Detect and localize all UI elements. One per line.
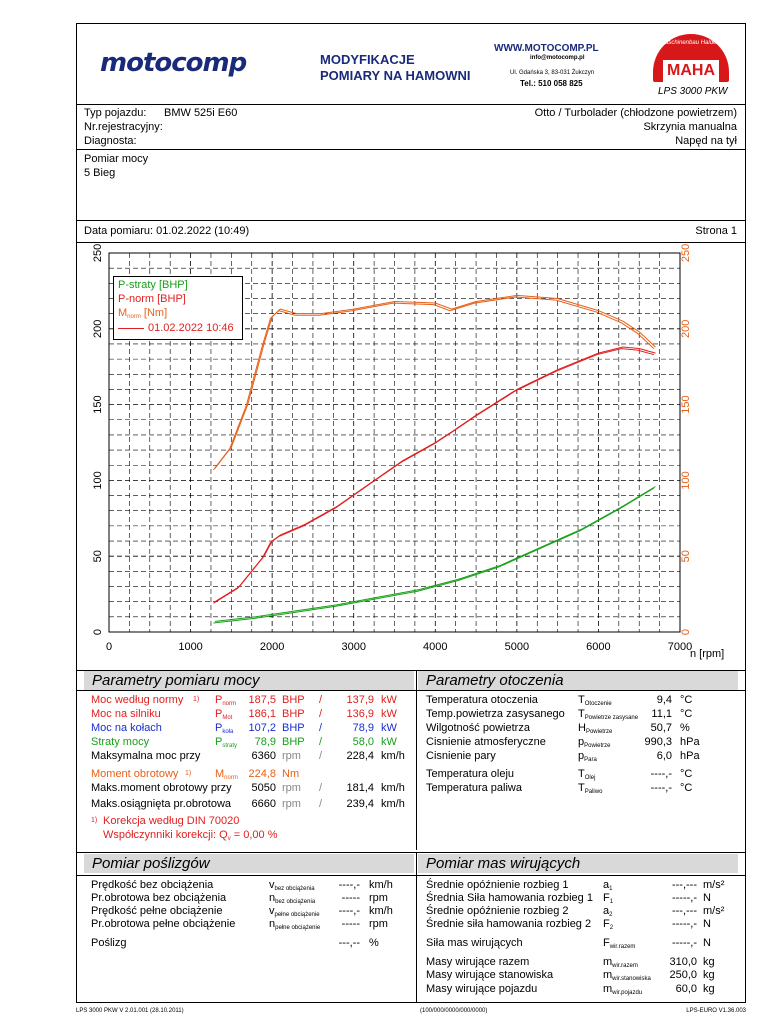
x-tick-label: 5000 [504,641,530,653]
slip-symbol: $v_{pełne obciążenie}$ [269,905,320,918]
inertia-value: -----,- [671,892,697,904]
inertia-unit: kg [703,983,715,995]
x-tick-label: 4000 [423,641,448,653]
divider [416,852,417,1002]
legend-m-norm: $M_{norm}$ [Nm] [118,307,168,320]
power-param-symbol: $P_{koła}$ [215,722,234,735]
power-param-value1: 186,1 [248,708,276,720]
ambient-param-value: 990,3 [644,736,672,748]
ambient-param-symbol: $p_{Powietrze}$ [578,736,611,749]
power-param-value2: 137,9 [346,694,374,706]
x-tick-label: 3000 [341,641,366,653]
measurement-date: Data pomiaru: 01.02.2022 (10:49) [84,225,250,237]
ambient-param-unit: hPa [680,736,700,748]
ambient-param-value: 6,0 [656,750,672,762]
legend-p-norm: P-norm [BHP] [118,293,186,305]
ambient-param-label: Wilgotność powietrza [426,722,530,734]
section-slip: Pomiar poślizgów [84,854,414,873]
vehicle-gearbox: Skrzynia manualna [643,121,737,133]
page-number: Strona 1 [695,225,737,237]
section-power-params: Parametry pomiaru mocy [84,671,414,690]
divider [76,875,746,876]
section-ambient-params: Parametry otoczenia [418,671,738,690]
slip-value: ----,- [338,879,360,891]
power-param-value2: 228,4 [346,750,374,762]
inertia-unit: N [703,937,711,949]
power-param-unit1: BHP [282,736,305,748]
ambient-param-value: ----,- [650,782,672,794]
inertia-value: -----,- [671,937,697,949]
ambient-param-label: Cisnienie pary [426,750,496,762]
slip-unit: km/h [369,905,393,917]
inertia-label: Średnie siła hamowania rozbieg 2 [426,918,592,930]
power-param-value2: 239,4 [346,798,374,810]
y-tick-label-left: 0 [92,628,104,636]
power-param-unit2: kW [381,708,397,720]
ambient-param-label: Temperatura otoczenia [426,694,538,706]
footnote-mark: 1) [91,817,98,824]
inertia-unit: N [703,918,711,930]
x-tick-label: 1000 [178,641,203,653]
power-param-label: Straty mocy [91,736,150,748]
inertia-label: Masy wirujące razem [426,956,530,968]
y-tick-label-right: 250 [680,243,692,263]
header-email: info@motocomp.pl [530,55,585,61]
power-param-label: Maksymalna moc przy [91,750,201,762]
slip-unit: rpm [369,892,388,904]
slip-value: ----,- [338,905,360,917]
y-tick-label-left: 200 [92,319,104,338]
section-inertia: Pomiar mas wirujących [418,854,738,873]
inertia-symbol: $m_{wir.stanowiska}$ [603,969,651,982]
power-param-unit2: kW [381,694,397,706]
power-param-value1: 78,9 [254,736,276,748]
power-param-separator: / [319,736,323,748]
power-param-unit1: BHP [282,694,305,706]
power-param-label: Moment obrotowy [91,768,179,780]
ambient-param-symbol: $H_{Powietrze}$ [578,722,613,735]
inertia-unit: kg [703,969,715,981]
legend-p-straty: P-straty [BHP] [118,279,188,291]
slip-unit: rpm [369,918,388,930]
power-param-footnote: 1) [193,696,200,703]
ambient-param-value: 50,7 [650,722,672,734]
power-param-separator: / [319,798,323,810]
device-name: LPS 3000 PKW [658,86,728,97]
measurement-type: Pomiar mocy [84,153,149,165]
slip-label: Pr.obrotowa pełne obciążenie [91,918,236,930]
motocomp-logo: motocomp [100,48,247,78]
ambient-param-unit: °C [680,768,693,780]
footnote-correction: Współczynniki korekcji: $Q_v = 0,00$ % [103,829,278,842]
inertia-symbol: $F_1$ [603,892,614,905]
power-param-unit1: BHP [282,708,305,720]
ambient-param-label: Temp.powietrza zasysanego [426,708,565,720]
inertia-label: Masy wirujące pojazdu [426,983,538,995]
x-tick-label: 7000 [667,641,693,653]
power-param-label: Maks.osiągnięta pr.obrotowa [91,798,232,810]
power-param-symbol: $P_{straty}$ [215,736,238,749]
y-tick-label-left: 50 [92,550,104,563]
footer-center: (100/000/0000/000/0000) [420,1008,488,1014]
footer-right: LPS-EURO V1.36.003 [686,1008,746,1014]
slip-symbol: $n_{pełne obciążenie}$ [269,918,321,931]
divider [76,852,746,853]
slip-label: Prędkość bez obciążenia [91,879,214,891]
header-title-line1: MODYFIKACJE [320,52,415,67]
power-param-unit2: km/h [381,750,405,762]
ambient-param-symbol: $T_{Otoczenie}$ [578,694,612,707]
header-phone: Tel.: 510 058 825 [520,79,583,88]
y-tick-label-right: 50 [680,550,692,563]
power-param-value2: 136,9 [346,708,374,720]
x-tick-label: 2000 [259,641,285,653]
power-param-separator: / [319,782,323,794]
inertia-symbol: $m_{wir.razem}$ [603,956,638,969]
x-tick-label: 0 [105,641,113,653]
inertia-label: Średnie opóźnienie rozbieg 2 [426,905,569,917]
inertia-symbol: $F_{wir.razem}$ [603,937,636,950]
power-param-unit1: Nm [282,768,300,780]
x-tick-label: 6000 [586,641,611,653]
slip-unit: km/h [369,879,393,891]
slip-label: Pr.obrotowa bez obciążenia [91,892,227,904]
inertia-value: ---,--- [671,905,697,917]
legend-date: 01.02.2022 10:46 [118,322,234,334]
power-param-symbol: $P_{norm}$ [215,694,237,707]
inertia-value: ---,--- [671,879,697,891]
power-param-unit1: BHP [282,722,305,734]
power-param-value1: 6360 [251,750,276,762]
x-axis-label: n [rpm] [690,648,725,660]
ambient-param-symbol: $T_{Powietrze zasysane}$ [578,708,639,721]
divider [76,220,746,221]
footer-left: LPS 3000 PKW V 2.01.001 (28.10.2011) [76,1008,184,1014]
inertia-unit: m/s² [703,879,725,891]
ambient-param-unit: °C [680,708,693,720]
inertia-value: 310,0 [669,956,697,968]
power-param-unit2: kW [381,722,397,734]
inertia-value: -----,- [671,918,697,930]
power-param-value2: 181,4 [346,782,374,794]
slip-value: ---,-- [338,937,360,949]
header-title-line2: POMIARY NA HAMOWNI [320,68,471,83]
y-tick-label-left: 100 [92,471,104,490]
y-tick-label-right: 150 [680,395,692,414]
power-param-unit1: rpm [282,782,301,794]
divider [76,149,746,150]
power-param-separator: / [319,722,323,734]
inertia-symbol: $F_2$ [603,918,614,931]
ambient-param-value: 9,4 [656,694,672,706]
y-tick-label-left: 250 [92,243,104,263]
inertia-unit: N [703,892,711,904]
inertia-unit: kg [703,956,715,968]
ambient-param-label: Cisnienie atmosferyczne [426,736,546,748]
vehicle-type-label: Typ pojazdu: [84,107,147,119]
power-param-value1: 6660 [251,798,276,810]
header-website: WWW.MOTOCOMP.PL [494,43,599,54]
ambient-param-symbol: $p_{Para}$ [578,750,597,763]
inertia-label: Średnie opóźnienie rozbieg 1 [426,879,569,891]
maha-ring-text: Maschinenbau Haldenwang [660,40,735,46]
ambient-param-symbol: $T_{Olej}$ [578,768,596,781]
inertia-label: Średnia Siła hamowania rozbieg 1 [426,892,593,904]
vehicle-type-value: BMW 525i E60 [164,107,238,119]
vehicle-reg-label: Nr.rejestracyjny: [84,121,163,133]
power-param-value1: 5050 [251,782,276,794]
power-param-unit2: km/h [381,798,405,810]
inertia-symbol: $a_2$ [603,905,613,918]
maha-logo: MAHA [663,60,719,82]
y-tick-label-right: 200 [680,319,692,338]
power-param-value1: 224,8 [248,768,276,780]
divider [76,104,746,105]
slip-value: ----- [341,892,360,904]
ambient-param-value: 11,1 [651,708,672,720]
power-param-symbol: $M_{norm}$ [215,768,238,781]
vehicle-diag-label: Diagnosta: [84,135,137,147]
vehicle-drive: Napęd na tył [675,135,737,147]
header-address: Ul. Gdańska 3, 83-031 Żukczyn [510,70,595,76]
power-param-separator: / [319,750,323,762]
inertia-symbol: $m_{wir.pojazdu}$ [603,983,643,996]
ambient-param-unit: °C [680,694,693,706]
ambient-param-symbol: $T_{Paliwo}$ [578,782,603,795]
inertia-unit: m/s² [703,905,725,917]
power-param-separator: / [319,708,323,720]
ambient-param-value: ----,- [650,768,672,780]
divider [416,670,417,850]
slip-label: Poślizg [91,937,127,949]
slip-value: ----- [341,918,360,930]
ambient-param-label: Temperatura paliwa [426,782,522,794]
ambient-param-unit: hPa [680,750,700,762]
power-param-separator: / [319,694,323,706]
vehicle-engine: Otto / Turbolader (chłodzone powietrzem) [534,107,737,119]
slip-symbol: $n_{bez obciążenia}$ [269,892,316,905]
ambient-param-unit: °C [680,782,693,794]
slip-label: Prędkość pełne obciążenie [91,905,223,917]
power-param-unit1: rpm [282,750,301,762]
power-param-unit2: kW [381,736,397,748]
slip-unit: % [369,937,379,949]
power-param-value2: 58,0 [352,736,374,748]
power-param-label: Maks.moment obrotowy przy [91,782,232,794]
inertia-label: Siła mas wirujących [426,937,523,949]
divider [76,242,746,243]
ambient-param-unit: % [680,722,690,734]
measurement-gear: 5 Bieg [84,167,116,179]
inertia-label: Masy wirujące stanowiska [426,969,554,981]
power-param-label: Moc na silniku [91,708,161,720]
divider [76,690,746,691]
inertia-symbol: $a_1$ [603,879,613,892]
power-param-unit2: km/h [381,782,405,794]
inertia-value: 60,0 [675,983,697,995]
slip-symbol: $v_{bez obciążenia}$ [269,879,315,892]
power-param-value1: 107,2 [248,722,276,734]
ambient-param-label: Temperatura oleju [426,768,515,780]
inertia-value: 250,0 [669,969,697,981]
y-tick-label-right: 0 [680,628,692,636]
power-param-symbol: $P_{Mot}$ [215,708,233,721]
power-param-value1: 187,5 [248,694,276,706]
footnote-din: Korekcja według DIN 70020 [103,815,240,827]
power-param-footnote: 1) [185,770,192,777]
power-param-label: Moc na kołach [91,722,162,734]
power-param-unit1: rpm [282,798,301,810]
power-param-label: Moc według normy [91,694,184,706]
power-param-value2: 78,9 [352,722,374,734]
y-tick-label-left: 150 [92,395,104,414]
y-tick-label-right: 100 [680,471,692,490]
